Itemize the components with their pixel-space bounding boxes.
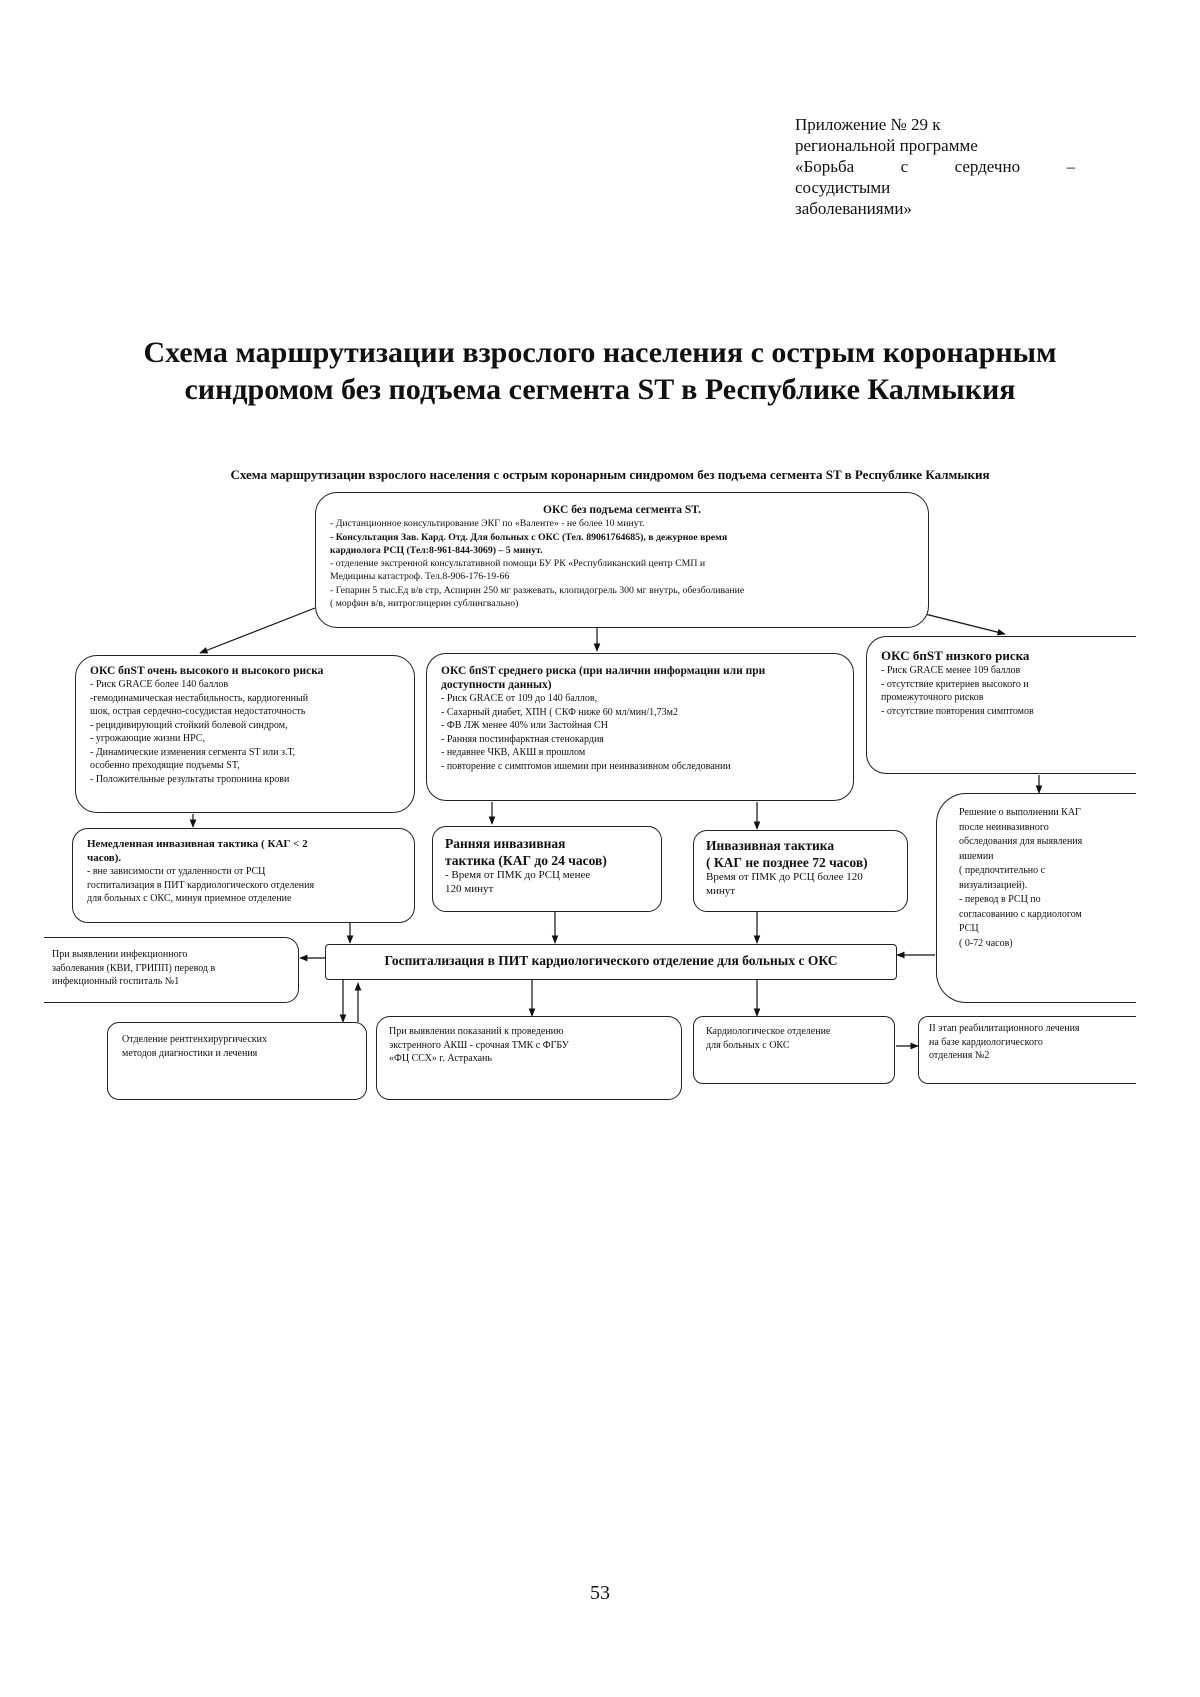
box-line: Медицины катастроф. Тел.8-906-176-19-66 [330,571,510,583]
box-line: - отделение экстренной консультативной помощи БУ РК «Республиканский центр СМП и [330,558,706,570]
box-header: ОКС бпST среднего риска (при наличии информации или при [441,665,766,677]
box-line: - вне зависимости от удаленности от РСЦ [87,866,266,877]
box-cardiology-department [693,1016,895,1084]
box-line: ( 0-72 часов) [959,937,1013,949]
page-title-line: синдромом без подъема сегмента ST в Республике Калмыкия [184,373,1016,406]
box-line: - Положительные результаты тропонина крови [90,773,290,785]
box-line: Решение о выполнении КАГ [959,807,1081,818]
box-line: - Консультация Зав. Кард. Отд. Для больных с ОКС (Тел. 89061764685), в дежурное время [330,531,728,543]
box-line: - рецидивирующий стойкий болевой синдром, [90,719,288,731]
box-line: - Дистанционное консультирование ЭКГ по «Валенте» - не более 10 минут. [330,518,645,530]
box-hospitalization [325,944,897,980]
box-line: - Динамические изменения сегмента ST или з.Т, [90,746,296,758]
box-line: РСЦ [959,923,979,934]
box-line: Время от ПМК до РСЦ более 120 [706,871,863,883]
box-line: Отделение рентгенхирургических [122,1034,268,1045]
box-header: Ранняя инвазивная [445,836,566,851]
box-line: ( морфин в/в, нитроглицерин сублингвально) [330,598,519,610]
box-line: -гемодинамическая нестабильность, кардиогенный [90,692,309,704]
box-line: госпитализация в ПИТ кардиологического отделения [87,879,315,891]
box-line: - Гепарин 5 тыс.Ед в/в стр, Аспирин 250 мг разжевать, клопидогрель 300 мг внутрь, обезболивание [330,584,745,596]
box-line: - Риск GRACE менее 109 баллов [881,665,1021,676]
box-line: - Ранняя постинфарктная стенокардия [441,733,604,745]
box-decision-cag [936,793,1136,1003]
box-line: При выявлении показаний к проведению [389,1026,564,1037]
box-header: Немедленная инвазивная тактика ( КАГ < 2 [87,838,308,850]
appendix-line: заболеваниями» [795,199,912,218]
box-early-invasive [432,826,662,912]
hospitalization-label: Госпитализация в ПИТ кардиологического отделение для больных с ОКС [384,953,838,968]
box-line: - перевод в РСЦ по [959,894,1041,905]
box-line: ишемии [959,850,994,862]
appendix-word: – [1066,157,1075,176]
appendix-line: сосудистыми [795,178,891,197]
box-line: визуализацией). [959,879,1028,891]
page-title-line: Схема маршрутизации взрослого населения с острым коронарным [143,336,1057,369]
arrow-top-to-low-risk [925,614,1005,634]
box-header: Инвазивная тактика [706,838,835,853]
box-header: тактика (КАГ до 24 часов) [445,853,607,868]
box-cabg-telemedicine [376,1016,682,1100]
box-line: промежуточного рисков [881,692,984,703]
box-line: заболевания (КВИ, ГРИПП) перевод в [52,962,216,974]
box-line: отделения №2 [929,1050,990,1061]
box-header: доступности данных) [441,679,552,691]
box-line: на базе кардиологического [929,1036,1043,1048]
box-header: ОКС без подъема сегмента ST. [543,504,701,516]
box-line: для больных с ОКС, минуя приемное отделение [87,893,292,904]
appendix-word: с [900,157,909,176]
box-line: - недавнее ЧКВ, АКШ в прошлом [441,747,586,758]
arrow-top-to-high-risk [200,608,315,653]
box-low-risk [866,636,1136,774]
box-line: «ФЦ ССХ» г. Астрахань [389,1053,492,1064]
box-invasive-72h [693,830,908,912]
box-line: после неинвазивного [959,821,1049,833]
box-line: методов диагностики и лечения [122,1047,258,1059]
box-line: - отсутствие критериев высокого и [881,678,1029,690]
box-line: 120 минут [445,882,494,895]
box-line: - отсутствие повторения симптомов [881,705,1034,717]
box-header: ОКС бпST очень высокого и высокого риска [90,665,324,677]
box-line: - Риск GRACE более 140 баллов [90,679,229,690]
box-line: Кардиологическое отделение [706,1026,831,1037]
box-line: - Сахарный диабет, ХПН ( СКФ ниже 60 мл/мин/1,73м2 [441,706,679,718]
appendix-word: «Борьба [795,157,855,176]
box-line: минут [706,884,736,897]
box-high-risk [75,655,415,813]
appendix-line: Приложение № 29 к [795,115,941,134]
box-line: ( предпочтительно с [959,865,1046,876]
box-line: согласованию с кардиологом [959,908,1082,920]
box-infection-transfer [44,937,299,1003]
box-line: При выявлении инфекционного [52,949,188,960]
box-line: обследования для выявления [959,836,1083,847]
box-header: часов). [87,852,122,864]
diagram-title: Схема маршрутизации взрослого населения с острым коронарным синдромом без подъема сегмента ST в Республике Калмыкия [230,467,990,482]
box-line: кардиолога РСЦ (Тел:8-961-844-3069) – 5 минут. [330,544,543,556]
box-immediate-invasive [72,828,415,923]
box-line: шок, острая сердечно-сосудистая недостаточность [90,706,306,717]
appendix-word: сердечно [954,157,1021,176]
box-header: ( КАГ не позднее 72 часов) [706,855,868,870]
box-line: экстренного АКШ - срочная ТМК с ФГБУ [389,1039,569,1051]
appendix-line: региональной программе [795,136,978,155]
box-header: ОКС бпST низкого риска [881,648,1030,663]
page-number: 53 [590,1582,610,1604]
box-line: - Риск GRACE от 109 до 140 баллов, [441,693,598,704]
box-line: особенно преходящие подъемы ST, [90,760,240,771]
box-line: - ФВ ЛЖ менее 40% или Застойная СН [441,720,608,731]
box-line: - угрожающие жизни НРС, [90,733,205,744]
box-line: - повторение с симптомов ишемии при неинвазивном обследовании [441,760,731,772]
box-line: инфекционный госпиталь №1 [52,976,180,987]
box-intermediate-risk [426,653,854,801]
box-line: II этап реабилитационного лечения [929,1023,1080,1034]
box-nstemi-initial [315,492,929,628]
box-rehabilitation [918,1016,1136,1084]
box-line: для больных с ОКС [706,1039,790,1051]
box-line: - Время от ПМК до РСЦ менее [445,869,591,881]
box-xray-surgery [107,1022,367,1100]
